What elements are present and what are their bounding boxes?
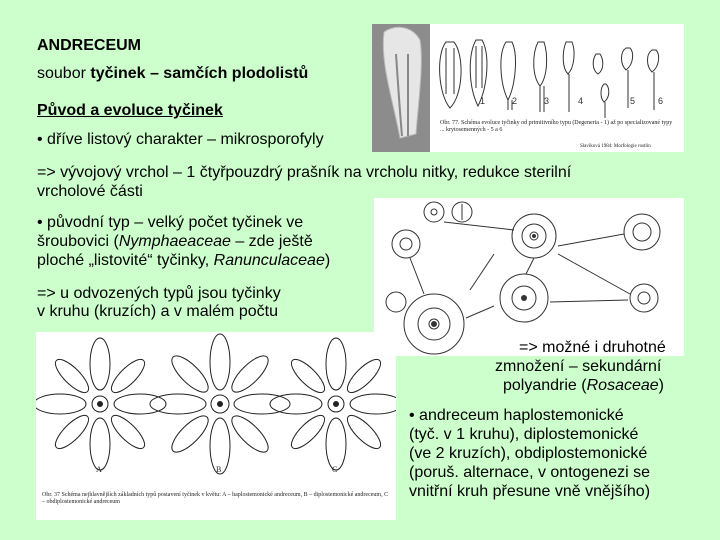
- figure1-number-2: 2: [512, 96, 518, 106]
- subtitle-prefix: soubor: [37, 65, 91, 82]
- figure1-number-4: 4: [578, 96, 584, 106]
- taxon-ranunculaceae: Ranunculaceae: [213, 252, 325, 269]
- bullet2-l2-suffix: – zde ještě: [230, 233, 313, 250]
- figure1-number-6: 6: [658, 96, 664, 106]
- page-title: ANDRECEUM: [37, 37, 141, 54]
- figure3-label-b: B: [216, 465, 222, 474]
- bullet-androecium-types-line2: (tyč. v 1 kruhu), diplostemonické: [409, 426, 639, 443]
- bullet-androecium-types-line1: • andreceum haplostemonické: [409, 407, 624, 424]
- arrow-secondary-polyandry-line3: [503, 376, 664, 395]
- arrow3-l3-prefix: polyandrie (: [503, 377, 587, 394]
- figure3-label-a: A: [96, 465, 102, 474]
- subtitle: [37, 64, 308, 83]
- figure1-number-3: 3: [544, 96, 550, 106]
- arrow-evolution-peak-line1: => vývojový vrchol – 1 čtyřpouzdrý prašník na vrcholu nitky, redukce sterilní: [37, 164, 572, 181]
- figure3-caption: Obr. 37 Schéma nejhlavnějších základních typů postavení tyčinek v květu: A – haplostemonické andreceum, B – diplostemonické andreceum, C – obdiplostemonické andreceum: [42, 492, 389, 505]
- bullet-androecium-types-line4: (poruš. alternace, v ontogenezi se: [409, 464, 651, 481]
- bullet-original-type-line2: [37, 232, 313, 251]
- bullet2-l2-prefix: šroubovici (: [37, 233, 119, 250]
- figure1-caption: Obr. 77. Schéma evoluce tyčinky od primitivního typu (Degeneria - 1) až po specializované typy ... krytosemenných - 5 a 6: [440, 120, 673, 133]
- bullet-androecium-types-line5: vnitřní kruh přesune vně vnějšího): [409, 483, 651, 500]
- bullet-original-type-line1: • původní typ – velký počet tyčinek ve: [37, 214, 304, 231]
- figure1-number-5: 5: [630, 96, 636, 106]
- bullet-leaf-character: • dříve listový charakter – mikrosporofyly: [37, 131, 324, 148]
- subtitle-bold: tyčinek – samčích plodolistů: [90, 65, 309, 82]
- arrow-evolution-peak-line2: vrcholové části: [37, 183, 143, 200]
- taxon-nymphaeaceae: Nymphaeaceae: [118, 233, 231, 250]
- arrow-secondary-polyandry-line2: zmnožení – sekundární: [495, 358, 662, 375]
- bullet-androecium-types-line3: (ve 2 kruzích), obdiplostemonické: [409, 445, 648, 462]
- figure1-credit: Slavíková 1984: Morfologie rostlin: [580, 144, 651, 149]
- taxon-rosaceae: Rosaceae: [586, 377, 659, 394]
- floral-diagram-drawing: [374, 198, 684, 356]
- stamen-evolution-figure: [372, 24, 684, 152]
- arrow-secondary-polyandry-line1: => možné i druhotné: [519, 339, 666, 356]
- stamen-arrangement-figure: [36, 332, 396, 520]
- arrow3-l3-suffix: ): [658, 377, 664, 394]
- arrow-derived-types-line1: => u odvozených typů jsou tyčinky: [37, 285, 281, 302]
- bullet-original-type-line3: [37, 251, 330, 270]
- figure3-label-c: C: [332, 465, 338, 474]
- figure1-number-1: 1: [480, 96, 486, 106]
- section-heading: Původ a evoluce tyčinek: [37, 102, 223, 119]
- floral-diagram-evolution-figure: [374, 198, 684, 356]
- bullet2-l3-suffix: ): [324, 252, 331, 269]
- bullet2-l3-prefix: ploché „listovité“ tyčinky,: [37, 252, 214, 269]
- arrow-derived-types-line2: v kruhu (kruzích) a v malém počtu: [37, 303, 278, 320]
